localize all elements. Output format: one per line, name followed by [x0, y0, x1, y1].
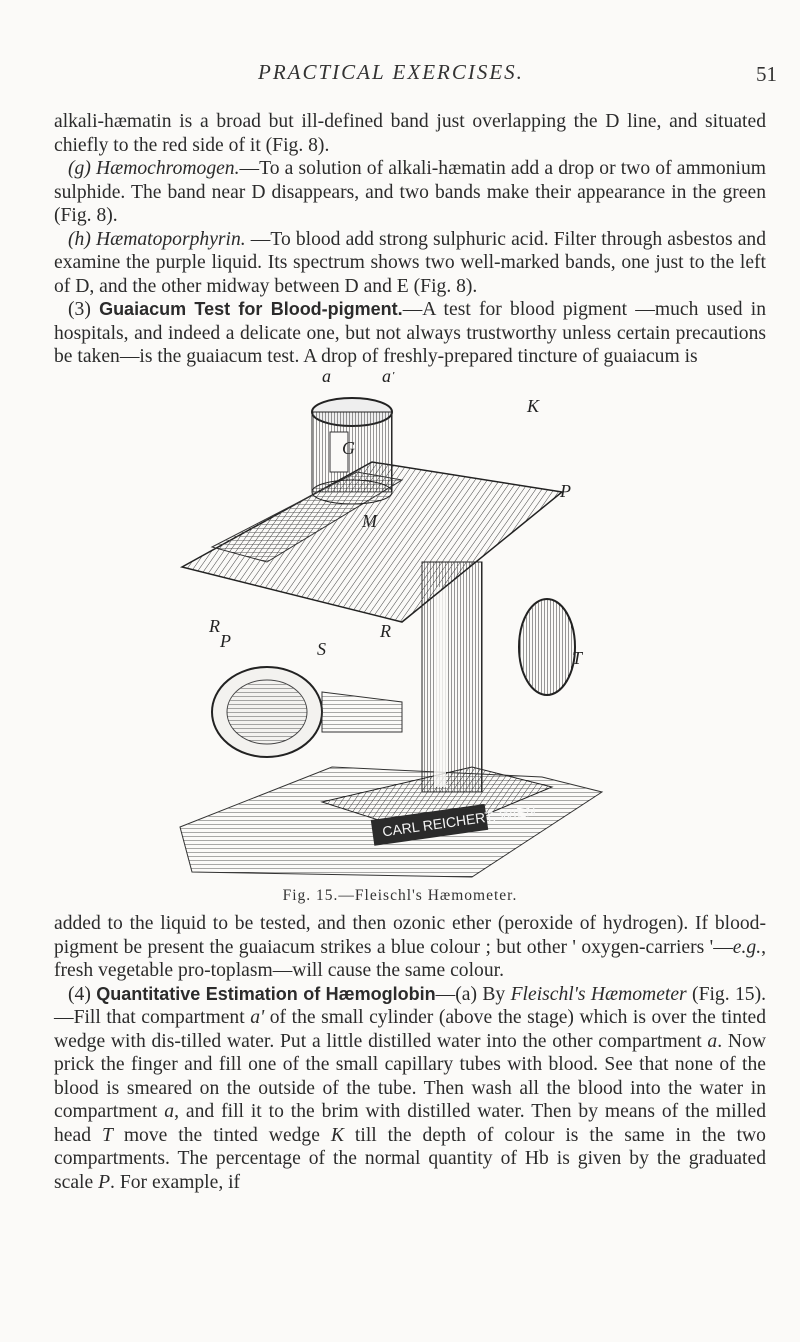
label-T: T — [572, 648, 583, 668]
text-block-top — [54, 110, 766, 369]
paragraph: (4) Quantitative Estimation of Hæmoglobin—(a) By Fleischl's Hæmometer (Fig. 15).—Fill that compartment a' of the small cylinder (above the stage) which is over the tinted wedge with dis-tilled water. Put a little distilled water into the other compartment a. Now prick the finger and fill one of the small capillary tubes with blood. See that none of the blood is smeared on the outside of the tube. Then wash all the blood into the water in compartment a, and fill it to the brim with distilled water. Then by means of the milled head T move the tinted wedge K till the depth of colour is the same in the two compartments. The percentage of the normal quantity of Hb is given by the graduated scale P. For example, if — [54, 983, 767, 1193]
label-a-prime: a' — [382, 372, 395, 386]
paragraph: alkali-hæmatin is a broad but ill-defined band just overlapping the D line, and situated chiefly to the red side of it (Fig. 8). — [54, 111, 766, 156]
label-a: a — [322, 372, 331, 386]
label-P-right: P — [560, 481, 571, 501]
label-M: M — [362, 511, 377, 531]
figure-caption: Fig. 15.—Fleischl's Hæmometer. — [282, 887, 518, 904]
label-G: G — [342, 438, 355, 458]
engraving-text: CARL REICHERT, WIEN — [381, 802, 537, 840]
label-S: S — [317, 639, 326, 659]
paragraph: added to the liquid to be tested, and then ozonic ether (peroxide of hydrogen). If blood-pigment be present the guaiacum strikes a blue colour ; but other ' oxygen-carriers '—e.g., fresh vegetable pro-toplasm—will cause the same colour. — [54, 913, 766, 981]
label-P-left: P — [220, 631, 231, 651]
label-K-top: K — [527, 396, 540, 416]
section-heading: Quantitative Estimation of Hæmoglobin — [96, 983, 436, 1004]
label-R-center: R — [380, 621, 391, 641]
running-title: PRACTICAL EXERCISES. — [258, 60, 524, 84]
paragraph: (3) Guaiacum Test for Blood-pigment.—A test for blood pigment —much used in hospitals, and indeed a delicate one, but not always trustworthy unless certain precautions be taken—is the guaiacum test. A drop of freshly-prepared tincture of guaiacum is — [54, 299, 766, 367]
paragraph: (h) Hæmatoporphyrin. —To blood add strong sulphuric acid. Filter through asbestos and examine the purple liquid. Its spectrum shows two well-marked bands, one just to the left of D, and the other midway between D and E (Fig. 8). — [54, 228, 766, 297]
paragraph: (g) Hæmochromogen.—To a solution of alkali-hæmatin add a drop or two of ammonium sulphide. The band near D disappears, and two bands make their appearance in the green (Fig. 8). — [54, 158, 766, 226]
label-R-left: R — [209, 616, 220, 636]
haemometer-engraving — [172, 372, 612, 884]
term: Hæmatoporphyrin. — [95, 228, 246, 250]
section-heading: Guaiacum Test for Blood-pigment. — [99, 299, 403, 319]
figure-haemometer — [172, 372, 612, 884]
text-block-bottom — [54, 912, 766, 1194]
page-header — [0, 60, 800, 92]
page-number: 51 — [756, 62, 777, 86]
term: Hæmochromogen. — [96, 158, 240, 179]
